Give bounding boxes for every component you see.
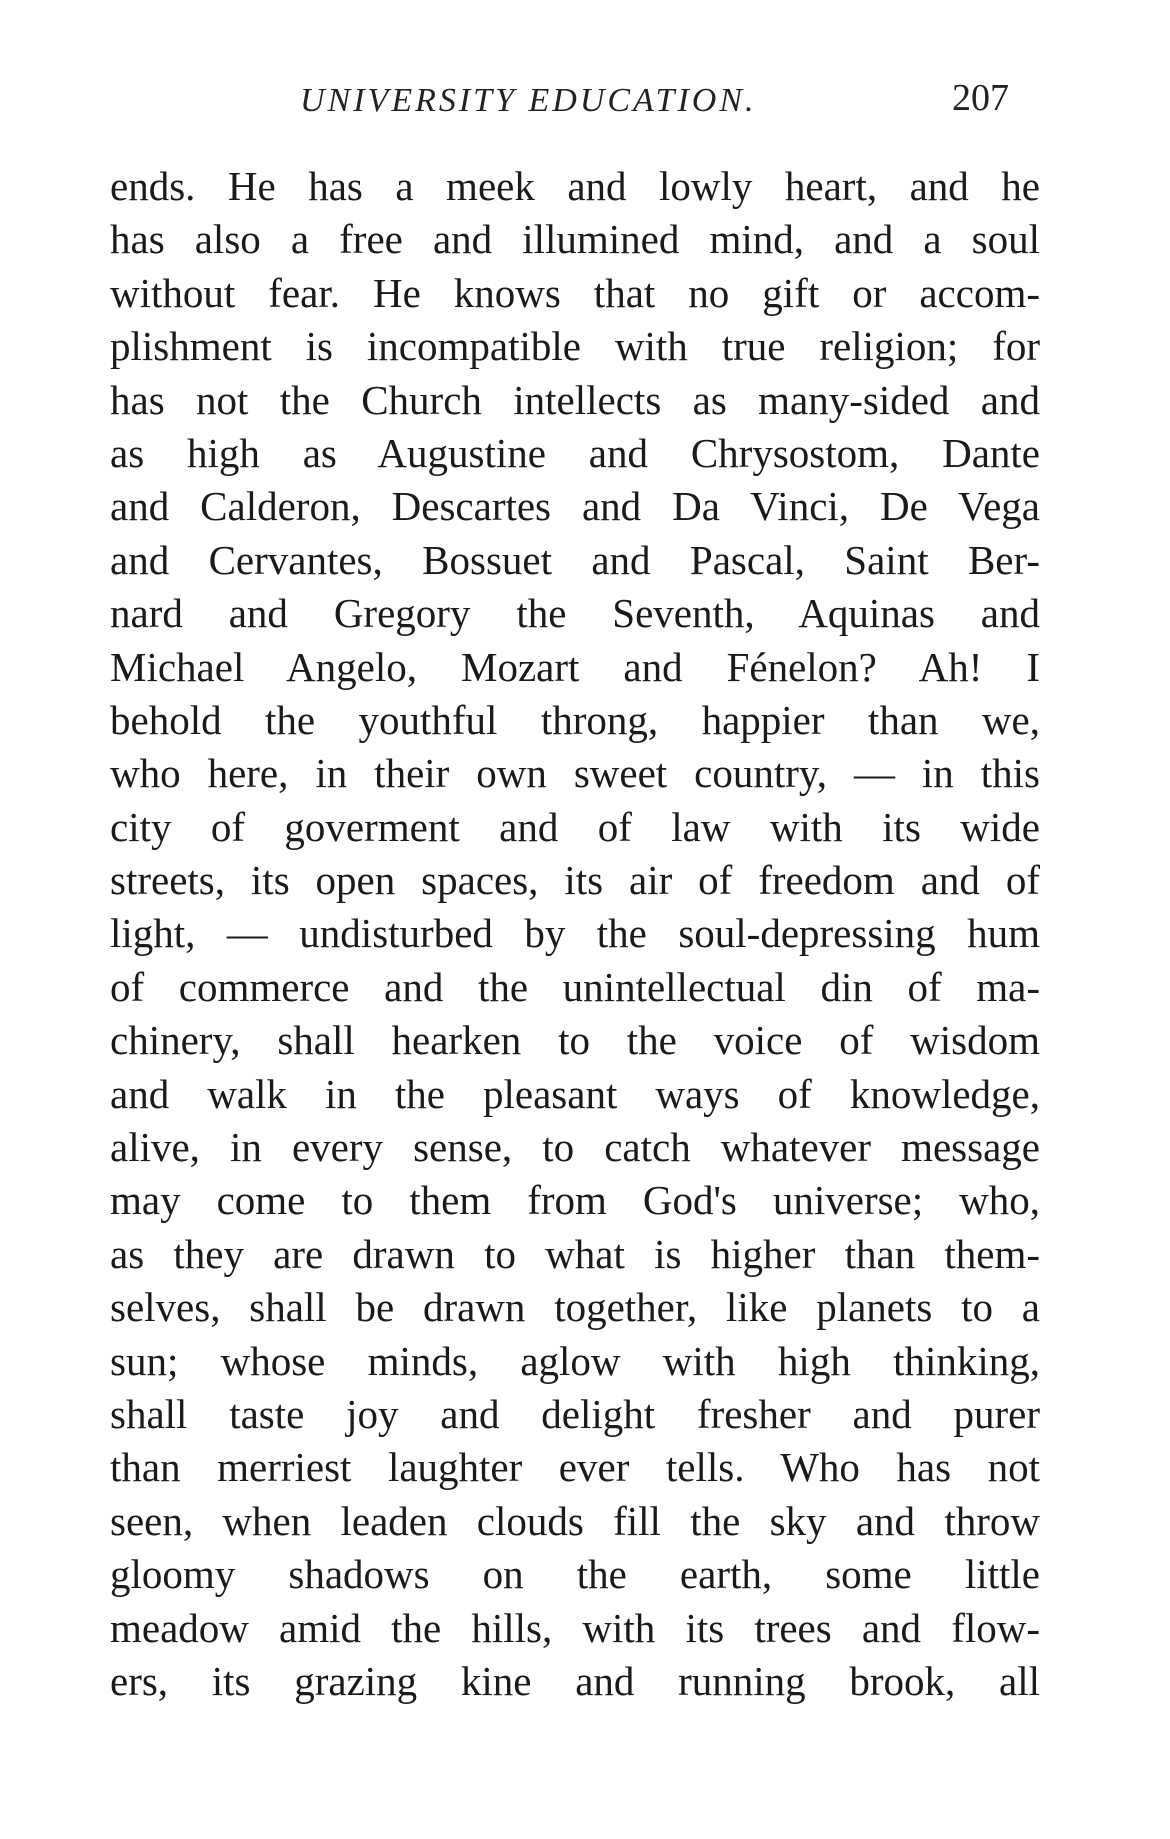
body-text bbox=[110, 160, 1040, 1708]
text-line: has also a free and illumined mind, and a soul bbox=[110, 216, 1040, 263]
text-line: ends. He has a meek and lowly heart, and he bbox=[110, 163, 1040, 209]
page-number: 207 bbox=[952, 77, 1009, 119]
text-line: than merriest laughter ever tells. Who has not bbox=[110, 1444, 1040, 1491]
text-line: as high as Augustine and Chrysostom, Dante bbox=[110, 429, 1040, 476]
text-line: meadow amid the hills, with its trees and flow- bbox=[110, 1604, 1040, 1651]
text-line: streets, its open spaces, its air of freedom and of bbox=[110, 857, 1040, 904]
text-line: as they are drawn to what is higher than them- bbox=[110, 1230, 1040, 1277]
text-line: gloomy shadows on the earth, some little bbox=[110, 1551, 1040, 1598]
text-line: chinery, shall hearken to the voice of wisdom bbox=[110, 1017, 1040, 1064]
text-line: has not the Church intellects as many-sided and bbox=[110, 376, 1040, 423]
text-line: city of goverment and of law with its wide bbox=[110, 803, 1040, 850]
text-line: plishment is incompatible with true religion; for bbox=[110, 323, 1040, 370]
text-line: sun; whose minds, aglow with high thinking, bbox=[110, 1337, 1040, 1384]
text-line: who here, in their own sweet country, — in this bbox=[110, 750, 1040, 797]
text-line: alive, in every sense, to catch whatever message bbox=[110, 1124, 1040, 1171]
text-line: light, — undisturbed by the soul-depressing hum bbox=[110, 910, 1040, 957]
text-line: selves, shall be drawn together, like planets to a bbox=[110, 1284, 1040, 1331]
text-line: nard and Gregory the Seventh, Aquinas and bbox=[110, 590, 1040, 637]
running-title: UNIVERSITY EDUCATION. bbox=[300, 82, 757, 119]
text-line: seen, when leaden clouds fill the sky and throw bbox=[110, 1497, 1040, 1544]
text-line: behold the youthful throng, happier than we, bbox=[110, 696, 1040, 743]
text-line: Michael Angelo, Mozart and Fénelon? Ah! I bbox=[110, 643, 1040, 690]
text-line: and Calderon, Descartes and Da Vinci, De Vega bbox=[110, 483, 1040, 530]
text-line: and walk in the pleasant ways of knowledge, bbox=[110, 1070, 1040, 1117]
text-line: may come to them from God's universe; who, bbox=[110, 1177, 1040, 1224]
text-line: of commerce and the unintellectual din of ma- bbox=[110, 963, 1040, 1010]
text-line: and Cervantes, Bossuet and Pascal, Saint Ber- bbox=[110, 536, 1040, 583]
text-line: ers, its grazing kine and running brook, all bbox=[110, 1657, 1040, 1704]
text-line: without fear. He knows that no gift or accom- bbox=[110, 269, 1040, 316]
text-line: shall taste joy and delight fresher and purer bbox=[110, 1390, 1040, 1437]
